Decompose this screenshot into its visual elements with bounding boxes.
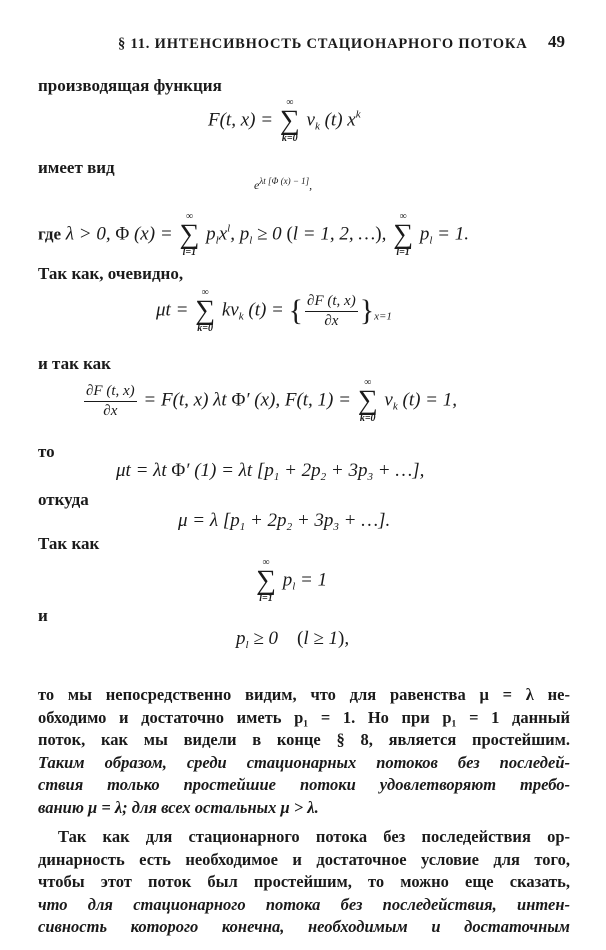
paragraph-ordinarity: [38, 826, 570, 939]
formula-exponential: $e^{\lambda t [\Phi (x) - 1]}$,: [254, 176, 313, 192]
paragraph-line: динарность есть необходимое и достаточное условие для того,: [38, 849, 570, 869]
page-number: 49: [548, 32, 565, 51]
text-where: где: [38, 224, 62, 244]
text-since-obviously: Так как, очевидно,: [38, 264, 184, 283]
formula-mu: μ = λ [$p_1 + 2p_2 + 3p_3$ + …].: [178, 510, 391, 533]
formula-generating-function: F(t, x) = ∞ ∑ k=0 $v_k$ (t) $x^k$: [208, 97, 361, 144]
paragraph-line: Таким образом, среди стационарных потоков без последей-: [38, 752, 570, 772]
paragraph-line: то мы непосредственно видим, что для равенства μ = λ не-: [38, 685, 570, 704]
text-has-form: имеет вид: [38, 158, 115, 177]
text-and-since: и так как: [38, 354, 111, 373]
text-then: то: [38, 442, 55, 461]
paragraph-line: обходимо и достаточно иметь p₁ = 1. Но при p₁ = 1 данный: [38, 707, 570, 727]
paragraph-line: сивность которого конечна, необходимым и достаточным: [38, 917, 570, 937]
page-header: [0, 30, 606, 58]
formula-mu-t-expansion: μt = λt Φ′ (1) = λt [$p_1 + 2p_2 + 3p_3$ + …],: [116, 460, 425, 483]
formula-where-conditions: где λ > 0, Φ (x) = ∞ ∑ l=1 $p_lx^l$, $p_l \ge 0$ (l = 1, 2, …), ∞ ∑ l=1 $p_l = 1$.: [38, 211, 469, 258]
text-whence: откуда: [38, 490, 89, 509]
formula-sum-p: ∞ ∑ l=1 $p_l = 1$: [256, 557, 328, 604]
paragraph-line: ванию μ = λ; для всех остальных μ > λ.: [38, 797, 319, 817]
formula-p-nonneg: $p_l \ge 0$ (l ≥ 1),: [236, 628, 350, 651]
formula-derivative: $\frac{\partial F (t, x)}{\partial x}$ = F(t, x) λt Φ′ (x), F(t, 1) = ∞ ∑ k=0 $v_k$ (t) = 1,: [86, 377, 458, 424]
paragraph-line: чтобы этот поток был простейшим, то можно еще сказать,: [38, 872, 570, 892]
paragraph-line: поток, как мы видели в конце § 8, является простейшим.: [38, 730, 570, 750]
paragraph-line: ствия только простейшие потоки удовлетворяют требо-: [38, 775, 570, 795]
text-generating-function: производящая функция: [38, 76, 222, 95]
paragraph-line: что для стационарного потока без последействия, интен-: [38, 894, 570, 914]
formula-mu-t: μt = ∞ ∑ k=0 $kv_k$ (t) = { $\frac{\partial F (t, x)}{\partial x}$ }$_{x=1}$: [156, 287, 392, 334]
running-head: § 11. ИНТЕНСИВНОСТЬ СТАЦИОНАРНОГО ПОТОКА: [118, 36, 528, 52]
text-and: и: [38, 606, 48, 625]
paragraph-line: Так как для стационарного потока без последействия ор-: [58, 827, 570, 846]
text-since: Так как: [38, 534, 100, 553]
paragraph-conclusion: [38, 684, 570, 820]
